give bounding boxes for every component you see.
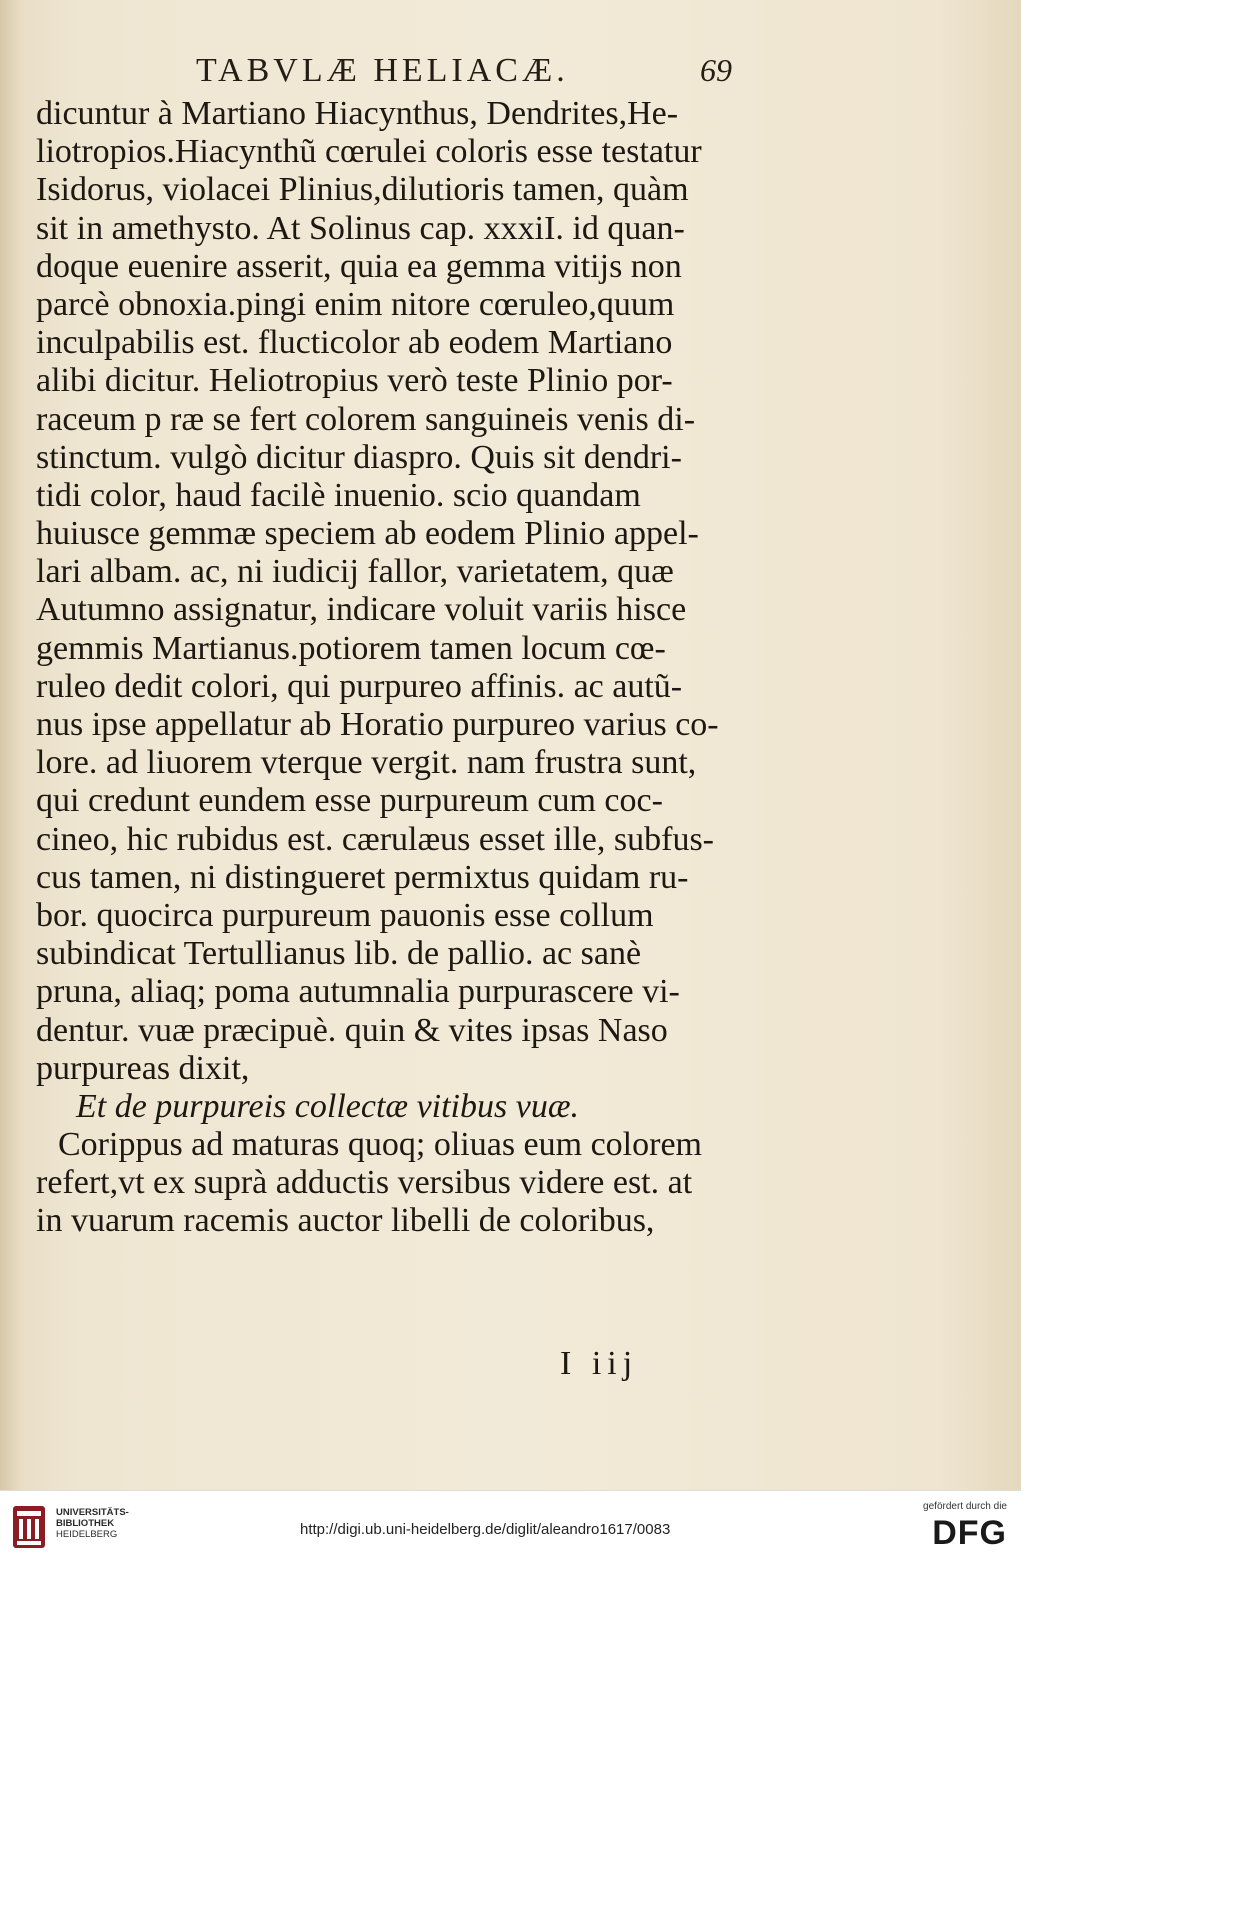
permalink-url[interactable]: http://digi.ub.uni-heidelberg.de/diglit/aleandro1617/0083 [300, 1521, 671, 1538]
verse-quotation: Et de purpureis collectæ vitibus vuæ. [76, 1087, 579, 1125]
text-line: cineo, hic rubidus est. cærulæus esset ille, subfus- [36, 820, 715, 858]
running-head [0, 50, 1021, 92]
university-seal-icon [12, 1505, 46, 1549]
text-line: Autumno assignatur, indicare voluit variis hisce [36, 591, 687, 629]
funder-block [907, 1501, 1007, 1553]
dfg-logo: DFG [932, 1514, 1007, 1552]
footer-bar [0, 1490, 1021, 1569]
text-line: ruleo dedit colori, qui purpureo affinis. ac autũ- [36, 667, 683, 705]
text-line: inculpabilis est. flucticolor ab eodem Martiano [36, 324, 673, 362]
text-line: Corippus ad maturas quoq; oliuas eum colorem [58, 1126, 702, 1164]
text-line: tidi color, haud facilè inuenio. scio quandam [36, 476, 641, 514]
text-line: alibi dicitur. Heliotropius verò teste Plinio por- [36, 362, 673, 400]
institution-line: UNIVERSITÄTS- [56, 1507, 129, 1518]
text-line: nus ipse appellatur ab Horatio purpureo varius co- [36, 706, 719, 743]
text-line: cus tamen, ni distingueret permixtus quidam ru- [36, 858, 689, 896]
institution-line: BIBLIOTHEK [56, 1518, 115, 1529]
institution-line: HEIDELBERG [56, 1529, 118, 1540]
funder-label: gefördert durch die [923, 1501, 1007, 1512]
text-line: Isidorus, violacei Plinius,dilutioris tamen, quàm [36, 171, 689, 209]
text-line: liotropios.Hiacynthũ cœrulei coloris esse testatur [36, 133, 702, 171]
text-line: huiusce gemmæ speciem ab eodem Plinio appel- [36, 515, 699, 553]
signature-mark: I iij [560, 1345, 639, 1382]
running-title: TABVLÆ HELIACÆ. [196, 52, 569, 89]
text-line: lore. ad liuorem vterque vergit. nam frustra sunt, [36, 744, 697, 782]
text-line: raceum p ræ se fert colorem sanguineis venis di- [36, 400, 696, 438]
text-line: purpureas dixit, [36, 1049, 250, 1087]
text-line: pruna, aliaq; poma autumnalia purpurascere vi- [36, 973, 680, 1011]
text-line: in vuarum racemis auctor libelli de coloribus, [36, 1202, 655, 1240]
text-line: dentur. vuæ præcipuè. quin & vites ipsas Naso [36, 1011, 668, 1049]
text-line: gemmis Martianus.potiorem tamen locum cœ- [36, 629, 666, 667]
text-line: doque euenire asserit, quia ea gemma vitijs non [36, 247, 682, 285]
text-line: lari albam. ac, ni iudicij fallor, varietatem, quæ [36, 553, 674, 591]
text-line: sit in amethysto. At Solinus cap. xxxiI. id quan- [36, 209, 685, 247]
text-body [36, 95, 766, 1241]
text-line: subindicat Tertullianus lib. de pallio. ac sanè [36, 935, 642, 973]
text-line: bor. quocirca purpureum pauonis esse collum [36, 896, 654, 934]
text-line: refert,vt ex suprà adductis versibus videre est. at [36, 1164, 693, 1202]
text-line: stinctum. vulgò dicitur diaspro. Quis sit dendri- [36, 438, 682, 476]
text-line: parcè obnoxia.pingi enim nitore cœruleo,quum [36, 285, 675, 323]
text-line: dicuntur à Martiano Hiacynthus, Dendrites,He- [36, 95, 679, 132]
text-line: qui credunt eundem esse purpureum cum coc- [36, 782, 663, 820]
institution-name [56, 1507, 129, 1540]
page-number: 69 [700, 52, 732, 88]
